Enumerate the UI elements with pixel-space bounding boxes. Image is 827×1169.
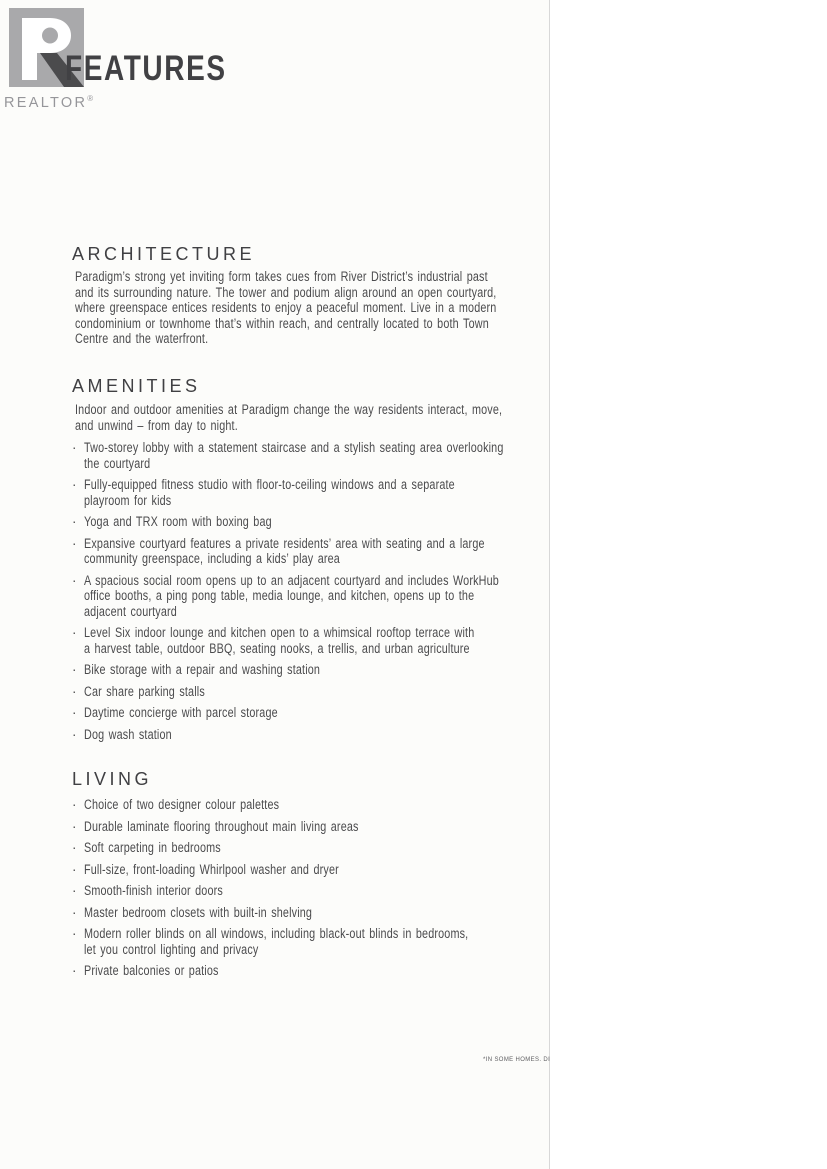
text-line: condominium or townhome that’s within reach, and centrally located to both Town (75, 315, 489, 331)
text-line: Expansive courtyard features a private residents’ area with seating and a large (84, 535, 485, 551)
section-architecture (72, 244, 602, 347)
text-line: Full-size, front-loading Whirlpool washer and dryer (84, 861, 339, 877)
bullet-text (84, 926, 564, 957)
bullet-dot-icon: · (72, 883, 77, 898)
bullet-dot-icon: · (72, 797, 77, 812)
bullet-dot-icon: · (72, 477, 77, 492)
bullet-text (84, 705, 326, 721)
text-line: and unwind – from day to night. (75, 417, 238, 433)
bullet-dot-icon: · (72, 535, 77, 551)
living-bullet-list (72, 797, 564, 979)
text-line: where greenspace entices residents to enjoy a peaceful moment. Live in a modern (75, 300, 497, 315)
text-line: Car share parking stalls (84, 683, 205, 699)
text-line: community greenspace, including a kids’ play area (84, 551, 340, 566)
bullet-item (72, 684, 609, 700)
bullet-text (84, 963, 252, 979)
bullet-text (84, 514, 319, 530)
bullet-item (72, 705, 609, 721)
bullet-item (72, 536, 609, 567)
bullet-item (72, 514, 609, 530)
bullet-text (84, 883, 258, 899)
registered-mark: ® (87, 94, 94, 103)
text-line: Modern roller blinds on all windows, including black-out blinds in bedrooms, (84, 926, 469, 941)
bullet-dot-icon: · (72, 572, 77, 588)
bullet-item (72, 819, 564, 835)
bullet-text (84, 727, 194, 743)
bullet-item (72, 963, 564, 979)
bullet-dot-icon: · (72, 514, 77, 529)
bullet-dot-icon: · (72, 963, 77, 978)
amenities-intro (75, 402, 609, 433)
footnote-disclaimer: *IN SOME HOMES. DI (483, 1056, 551, 1063)
text-line: Centre and the waterfront. (75, 331, 209, 346)
bullet-dot-icon: · (72, 662, 77, 677)
bullet-text (84, 905, 369, 921)
text-line: Durable laminate flooring throughout main living areas (84, 818, 359, 834)
text-line: Fully-equipped fitness studio with floor-to-ceiling windows and a separate (84, 477, 455, 492)
bullet-item (72, 926, 564, 957)
text-line: Level Six indoor lounge and kitchen open to a whimsical rooftop terrace with (84, 625, 475, 640)
amenities-bullet-list (72, 440, 609, 742)
text-line: Private balconies or patios (84, 963, 219, 978)
section-heading-amenities: AMENITIES (72, 376, 201, 396)
architecture-paragraph (75, 269, 602, 347)
text-line: Master bedroom closets with built-in shelving (84, 904, 313, 920)
bullet-text (84, 440, 608, 471)
bullet-text (84, 819, 427, 835)
text-line: Dog wash station (84, 726, 172, 742)
bullet-item (72, 477, 609, 508)
bullet-item (72, 440, 609, 471)
bullet-item (72, 662, 609, 678)
bullet-item (72, 625, 609, 656)
bullet-dot-icon: · (72, 440, 77, 455)
bullet-text (84, 477, 548, 508)
text-line: let you control lighting and privacy (84, 941, 259, 957)
bullet-text (84, 625, 572, 656)
bullet-item (72, 573, 609, 620)
section-heading-architecture: ARCHITECTURE (72, 244, 256, 264)
section-living (72, 769, 564, 979)
bullet-text (84, 797, 328, 813)
text-line: Paradigm’s strong yet inviting form takes cues from River District’s industrial past (75, 269, 488, 284)
bullet-dot-icon: · (72, 904, 77, 920)
bullet-dot-icon: · (72, 683, 77, 699)
text-line: Daytime concierge with parcel storage (84, 705, 278, 720)
text-line: office booths, a ping pong table, media lounge, and kitchen, opens up to the (84, 588, 475, 603)
bullet-text (84, 536, 585, 567)
bullet-dot-icon: · (72, 625, 77, 640)
text-line: Soft carpeting in bedrooms (84, 840, 221, 855)
text-line: Bike storage with a repair and washing station (84, 662, 321, 677)
text-line: and its surrounding nature. The tower and podium align around an open courtyard, (75, 284, 497, 300)
section-amenities (72, 376, 609, 742)
text-line: Indoor and outdoor amenities at Paradigm change the way residents interact, move, (75, 402, 503, 417)
text-line: Yoga and TRX room with boxing bag (84, 514, 272, 529)
bullet-text (84, 573, 603, 620)
text-line: Smooth-finish interior doors (84, 883, 223, 898)
text-line: playroom for kids (84, 492, 172, 508)
bullet-dot-icon: · (72, 818, 77, 834)
text-line: the courtyard (84, 455, 151, 471)
bullet-item (72, 905, 564, 921)
text-line: adjacent courtyard (84, 603, 177, 619)
bullet-text (84, 862, 403, 878)
bullet-item (72, 883, 564, 899)
realtor-wordmark-text: REALTOR (4, 94, 88, 111)
bullet-item (72, 727, 609, 743)
bullet-dot-icon: · (72, 705, 77, 720)
bullet-item (72, 862, 564, 878)
bullet-text (84, 684, 235, 700)
bullet-dot-icon: · (72, 840, 77, 855)
bullet-text (84, 662, 379, 678)
text-line: A spacious social room opens up to an adjacent courtyard and includes WorkHub (84, 572, 499, 588)
bullet-dot-icon: · (72, 726, 77, 742)
realtor-wordmark (4, 94, 93, 111)
bullet-item (72, 797, 564, 813)
page-title: FEATURES (65, 49, 227, 88)
bullet-text (84, 840, 255, 856)
bullet-dot-icon: · (72, 926, 77, 941)
bullet-item (72, 840, 564, 856)
text-line: Choice of two designer colour palettes (84, 797, 280, 812)
bullet-dot-icon: · (72, 861, 77, 877)
text-line: a harvest table, outdoor BBQ, seating nooks, a trellis, and urban agriculture (84, 640, 470, 656)
text-line: Two-storey lobby with a statement staircase and a stylish seating area overlooking (84, 440, 504, 455)
section-heading-living: LIVING (72, 769, 153, 789)
